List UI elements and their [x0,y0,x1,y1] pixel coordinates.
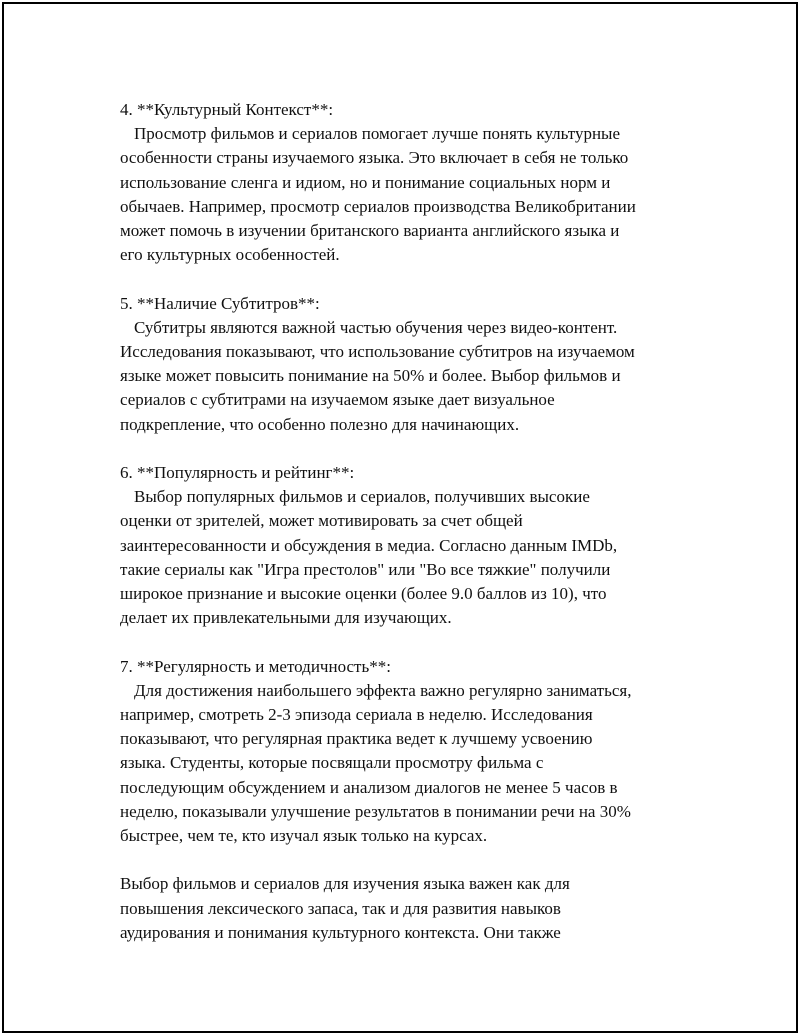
paragraph-line: обычаев. Например, просмотр сериалов производства Великобритании [120,196,636,216]
section-regularity [120,655,700,849]
paragraph-line: Для достижения наибольшего эффекта важно регулярно заниматься, [134,680,632,700]
paragraph-line: подкрепление, что особенно полезно для начинающих. [120,414,520,434]
paragraph-line: быстрее, чем те, кто изучал язык только на курсах. [120,826,488,846]
paragraph-line: последующим обсуждением и анализом диалогов не менее 5 часов в [120,777,618,797]
paragraph-line: такие сериалы как "Игра престолов" или "Во все тяжкие" получили [120,559,611,579]
section-heading: 4. **Культурный Контекст**: [120,100,334,119]
paragraph-line: может помочь в изучении британского варианта английского языка и [120,221,620,241]
paragraph-line: языке может повысить понимание на 50% и более. Выбор фильмов и [120,366,621,386]
paragraph-line: например, смотреть 2-3 эпизода сериала в неделю. Исследования [120,705,593,725]
paragraph-line: Выбор популярных фильмов и сериалов, получивших высокие [134,487,590,507]
paragraph-line: Субтитры являются важной частью обучения через видео-контент. [134,317,618,337]
section-heading: 6. **Популярность и рейтинг**: [120,463,355,483]
section-cultural-context [120,98,700,267]
paragraph-line: использование сленга и идиом, но и понимание социальных норм и [120,172,611,192]
closing-paragraph [120,872,700,945]
section-subtitles [120,292,700,437]
paragraph-line: заинтересованности и обсуждения в медиа. Согласно данным IMDb, [120,535,618,555]
document-page [2,2,798,1033]
paragraph-line: языка. Студенты, которые посвящали просмотру фильма с [120,753,544,773]
section-heading: 7. **Регулярность и методичность**: [120,656,391,676]
paragraph-line: его культурных особенностей. [120,245,340,265]
document-body [120,98,700,969]
paragraph-line: оценки от зрителей, может мотивировать за счет общей [120,511,523,531]
paragraph-line: особенности страны изучаемого языка. Это включает в себя не только [120,148,629,168]
paragraph-line: Выбор фильмов и сериалов для изучения языка важен как для [120,874,570,894]
section-heading: 5. **Наличие Субтитров**: [120,293,320,313]
paragraph-line: повышения лексического запаса, так и для развития навыков [120,898,561,918]
paragraph-line: Просмотр фильмов и сериалов помогает лучше понять культурные [134,124,621,144]
paragraph-line: аудирования и понимания культурного контекста. Они также [120,922,561,942]
paragraph-line: широкое признание и высокие оценки (более 9.0 баллов из 10), что [120,584,607,604]
paragraph-line: показывают, что регулярная практика ведет к лучшему усвоению [120,729,593,749]
paragraph-line: сериалов с субтитрами на изучаемом языке дает визуальное [120,390,555,410]
paragraph-line: Исследования показывают, что использование субтитров на изучаемом [120,342,635,362]
paragraph-line: неделю, показывали улучшение результатов в понимании речи на 30% [120,801,631,821]
paragraph-line: делает их привлекательными для изучающих. [120,608,452,628]
section-popularity-rating [120,461,700,630]
